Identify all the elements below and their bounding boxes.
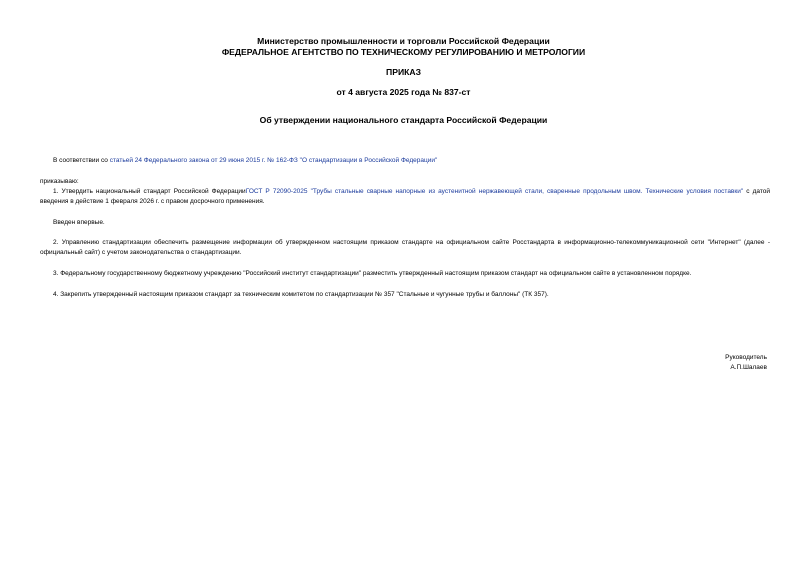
document-subject: Об утверждении национального стандарта Российской Федерации [259,115,548,125]
introduced-note: Введен впервые. [53,219,105,226]
signatory-name: А.П.Шалаев [730,364,767,371]
ministry-name: Министерство промышленности и торговли Российской Федерации [257,36,550,46]
agency-name: ФЕДЕРАЛЬНОЕ АГЕНТСТВО ПО ТЕХНИЧЕСКОМУ РЕГУЛИРОВАНИЮ И МЕТРОЛОГИИ [221,47,586,57]
item-4-paragraph: 4. Закрепить утвержденный настоящим приказом стандарт за техническим комитетом по стандартизации № 357 "Стальные и чугунные трубы и баллоны" (ТК 357). [53,291,549,298]
item-3-paragraph: 3. Федеральному государственному бюджетному учреждению "Российский институт стандартизации" разместить утвержденный настоящим приказом стандарт на официальном сайте в установленном порядке. [53,270,692,277]
item-1-prefix: 1. Утвердить национальный стандарт Российской Федерации [53,188,246,195]
order-word: приказываю: [40,178,79,185]
signatory-title: Руководитель [725,354,767,361]
document-date-number: от 4 августа 2025 года № 837-ст [336,87,471,97]
basis-paragraph [53,156,773,166]
item-2-paragraph: 2. Управлению стандартизации обеспечить размещение информации об утвержденном настоящим приказом стандарте на официальном сайте Росстандарта в информационно-телекоммуникационной сети "Интернет" (далее - официальный сайт) с учетом законодательства о стандартизации. [40,239,770,256]
item-1-suffix: с датой введения в действие 1 февраля 2026 г. с правом досрочного применения. [40,188,770,205]
document-type: ПРИКАЗ [386,67,421,77]
gost-standard-link[interactable]: ГОСТ Р 72090-2025 "Трубы стальные сварные напорные из аустенитной нержавеющей стали, сваренные продольным швом. Технические условия поставки" [245,188,744,195]
item-1-paragraph [40,187,770,207]
law-article-link[interactable]: статьей 24 Федерального закона от 29 июня 2015 г. № 162-ФЗ "О стандартизации в Российской Федерации" [109,157,438,164]
signature-block [725,353,767,373]
basis-prefix: В соответствии со [53,157,110,164]
